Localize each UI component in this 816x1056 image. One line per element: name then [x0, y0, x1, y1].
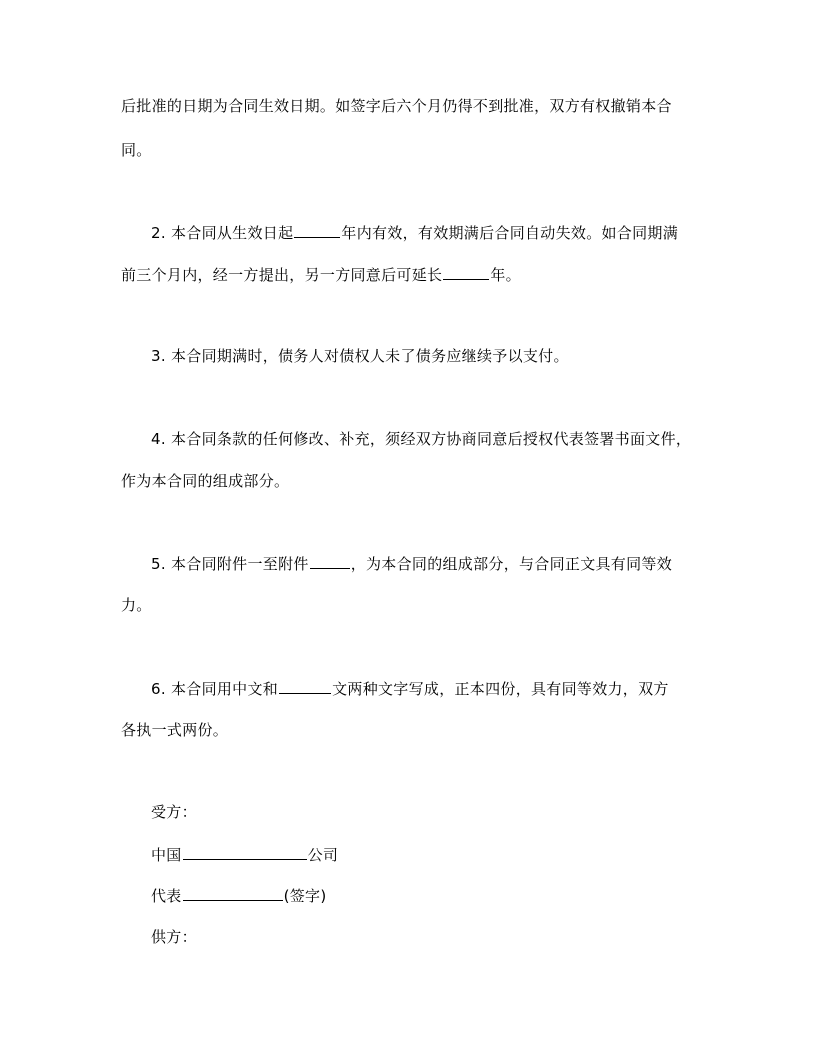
paragraph-1-line-2-text: 同。 [121, 141, 152, 159]
clause-5-line-2 [121, 595, 152, 615]
clause-2-line-1 [151, 222, 678, 243]
clause-3-text: 3. 本合同期满时，债务人对债权人未了债务应继续予以支付。 [151, 347, 569, 365]
clause-6-text-a: 6. 本合同用中文和 [151, 680, 279, 698]
supplier-label-text: 供方： [151, 928, 197, 946]
clause-6-text-c: 各执一式两份。 [121, 721, 229, 739]
company-suffix: 公司 [307, 846, 339, 864]
clause-2-text-a: 2. 本合同从生效日起 [151, 224, 294, 242]
country-prefix: 中国 [151, 846, 182, 864]
clause-3-line-1 [151, 346, 569, 366]
representative-label: 代表 [151, 887, 182, 905]
clause-2-text-c: 前三个月内，经一方提出，另一方同意后可延长 [121, 266, 443, 284]
clause-2-text-d: 年。 [490, 266, 521, 284]
clause-6-language-blank [279, 678, 331, 694]
clause-5-text-b: ，为本合同的组成部分，与合同正文具有同等效 [350, 555, 672, 573]
clause-6-line-1 [151, 678, 669, 699]
clause-6-text-b: 文两种文字写成，正本四份，具有同等效力，双方 [332, 680, 669, 698]
receiver-label-text: 受方： [151, 803, 197, 821]
clause-2-line-2 [121, 264, 521, 285]
clause-6-line-2 [121, 720, 228, 740]
clause-2-years-blank [294, 222, 340, 238]
clause-5-annex-blank [310, 553, 350, 569]
clause-5-text-c: 力。 [121, 596, 152, 614]
receiver-company-line [151, 844, 338, 865]
paragraph-1-line-2 [121, 140, 152, 160]
paragraph-1-line-1-text: 后批准的日期为合同生效日期。如签字后六个月仍得不到批准，双方有权撤销本合 [121, 97, 672, 115]
paragraph-1-line-1 [121, 96, 672, 116]
supplier-label [151, 927, 197, 947]
representative-line [151, 885, 327, 906]
clause-4-text-1: 4. 本合同条款的任何修改、补充，须经双方协商同意后授权代表签署书面文件， [151, 430, 692, 448]
company-name-blank [183, 844, 307, 860]
clause-5-line-1 [151, 553, 672, 574]
clause-4-line-1 [151, 429, 691, 449]
clause-4-text-2: 作为本合同的组成部分。 [121, 472, 290, 490]
clause-4-line-2 [121, 471, 289, 491]
clause-5-text-a: 5. 本合同附件一至附件 [151, 555, 309, 573]
representative-blank [183, 885, 283, 901]
signature-note: (签字) [283, 887, 327, 905]
clause-2-text-b: 年内有效，有效期满后合同自动失效。如合同期满 [341, 224, 678, 242]
clause-2-extension-blank [443, 264, 489, 280]
receiver-label [151, 802, 197, 822]
